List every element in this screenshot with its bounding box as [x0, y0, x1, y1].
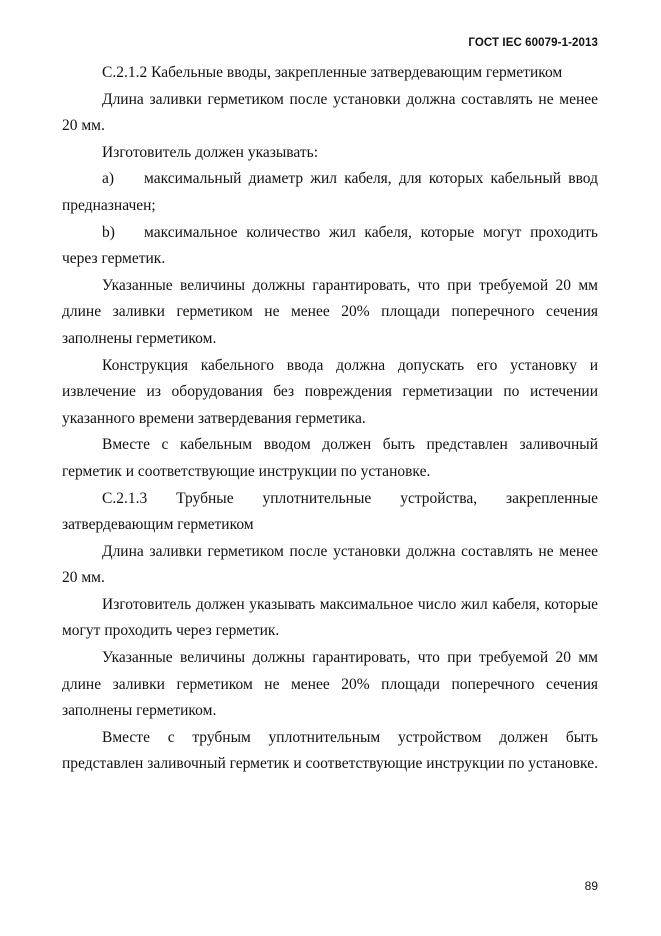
paragraph: Конструкция кабельного ввода должна допускать его установку и извлечение из оборудования без повреждения герметизации по истечении указанного времени затвердевания герметика.	[62, 356, 598, 427]
paragraph: Указанные величины должны гарантировать, что при требуемой 20 мм длине заливки герметиком не менее 20% площади поперечного сечения заполнены герметиком.	[62, 649, 598, 720]
paragraph: Вместе с кабельным вводом должен быть представлен заливочный герметик и соответствующие инструкции по установке.	[62, 436, 598, 480]
list-text-a: максимальный диаметр жил кабеля, для которых кабельный ввод предназначен;	[62, 170, 598, 214]
list-text-b: максимальное количество жил кабеля, которые могут проходить через герметик.	[62, 223, 598, 268]
paragraph: Изготовитель должен указывать максимальное число жил кабеля, которые могут проходить через герметик.	[62, 595, 598, 640]
heading-word: устройства,	[400, 489, 478, 507]
list-marker-b: b)	[102, 223, 115, 241]
heading-word: закрепленные	[506, 489, 598, 507]
paragraph: Указанные величины должны гарантировать, что при требуемой 20 мм длине заливки герметиком не менее 20% площади поперечного сечения заполнены герметиком.	[62, 276, 598, 347]
document-header: ГОСТ IEC 60079-1-2013	[468, 37, 598, 49]
heading-word: Трубные	[176, 489, 234, 507]
list-item-a	[62, 166, 598, 219]
list-marker-a: a)	[102, 170, 115, 188]
section-heading-c213	[62, 486, 598, 513]
heading-word: уплотнительные	[262, 489, 372, 507]
paragraph: Длина заливки герметиком после установки должна составлять не менее 20 мм.	[62, 542, 598, 587]
paragraph: Длина заливки герметиком после установки должна составлять не менее 20 мм.	[62, 90, 598, 135]
paragraph: Изготовитель должен указывать:	[102, 143, 319, 161]
page-number: 89	[584, 879, 598, 893]
list-item-b	[62, 220, 598, 273]
section-heading-c212: С.2.1.2 Кабельные вводы, закрепленные затвердевающим герметиком	[102, 64, 563, 81]
paragraph: Вместе с трубным уплотнительным устройством должен быть представлен заливочный герметик и соответствующие инструкции по установке.	[62, 728, 598, 773]
section-heading-c213-continuation: затвердевающим герметиком	[62, 516, 254, 534]
document-body	[62, 60, 598, 778]
heading-word: С.2.1.3	[102, 489, 148, 507]
